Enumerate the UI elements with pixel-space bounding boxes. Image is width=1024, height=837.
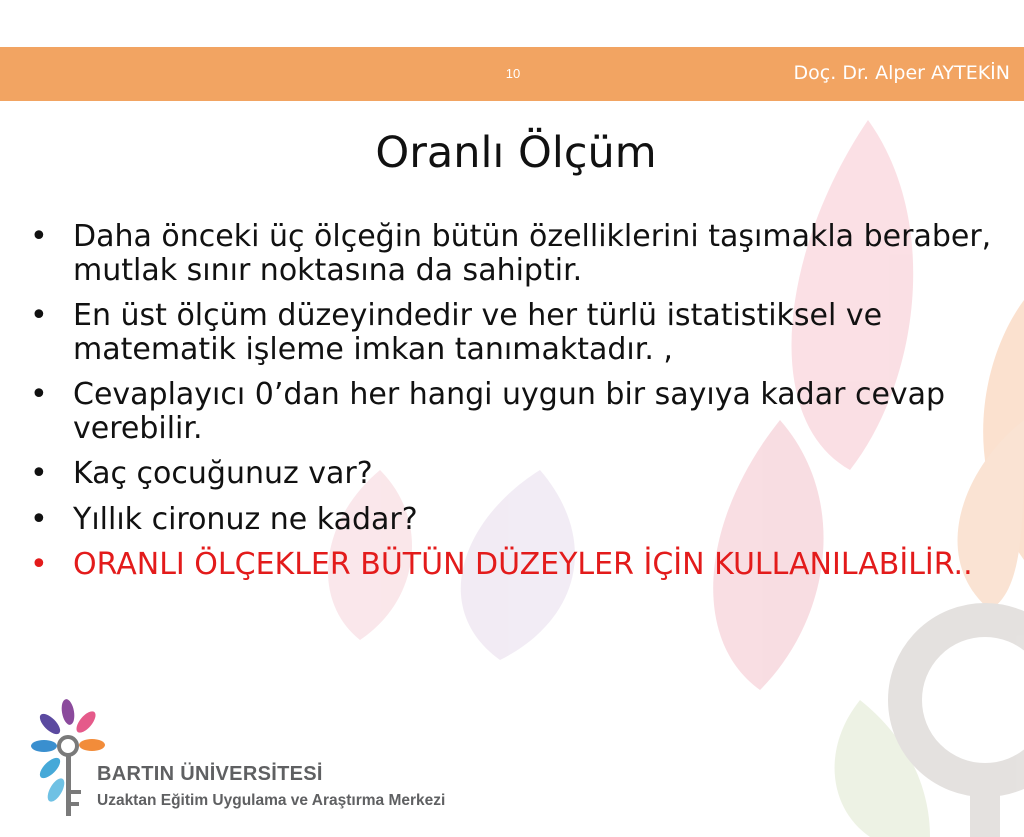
bullet-list	[30, 220, 1015, 594]
bullet-dot: •	[30, 298, 48, 333]
university-name: BARTIN ÜNİVERSİTESİ	[97, 763, 323, 785]
bullet-text: En üst ölçüm düzeyindedir ve her türlü istatistiksel ve matematik işleme imkan tanımaktadır. ,	[73, 298, 883, 367]
bullet-item	[30, 503, 1015, 537]
bullet-dot: •	[30, 377, 48, 412]
author-name: Doç. Dr. Alper AYTEKİN	[793, 62, 1010, 84]
slide-title: Oranlı Ölçüm	[375, 128, 657, 178]
university-subtitle: Uzaktan Eğitim Uygulama ve Araştırma Merkezi	[97, 792, 446, 809]
bullet-item	[30, 220, 1015, 287]
bullet-text: Daha önceki üç ölçeğin bütün özelliklerini taşımakla beraber, mutlak sınır noktasına da sahiptir.	[73, 219, 992, 288]
bullet-text: Kaç çocuğunuz var?	[73, 456, 373, 491]
grey-ring	[905, 620, 1024, 780]
bullet-item	[30, 299, 1015, 366]
university-logo	[30, 690, 500, 820]
bullet-dot: •	[30, 456, 48, 491]
bullet-dot: •	[30, 219, 48, 254]
bullet-dot: •	[30, 547, 48, 582]
bullet-item-highlight	[30, 548, 1015, 582]
bullet-text: Yıllık cironuz ne kadar?	[73, 501, 418, 537]
bullet-item	[30, 457, 1015, 491]
slide-number: 10	[505, 66, 521, 81]
bullet-item	[30, 378, 1015, 445]
bullet-text: ORANLI ÖLÇEKLER BÜTÜN DÜZEYLER İÇİN KULLANILABİLİR..	[73, 547, 973, 582]
bullet-dot: •	[30, 501, 48, 537]
bullet-text: Cevaplayıcı 0’dan her hangi uygun bir sayıya kadar cevap verebilir.	[73, 377, 946, 446]
